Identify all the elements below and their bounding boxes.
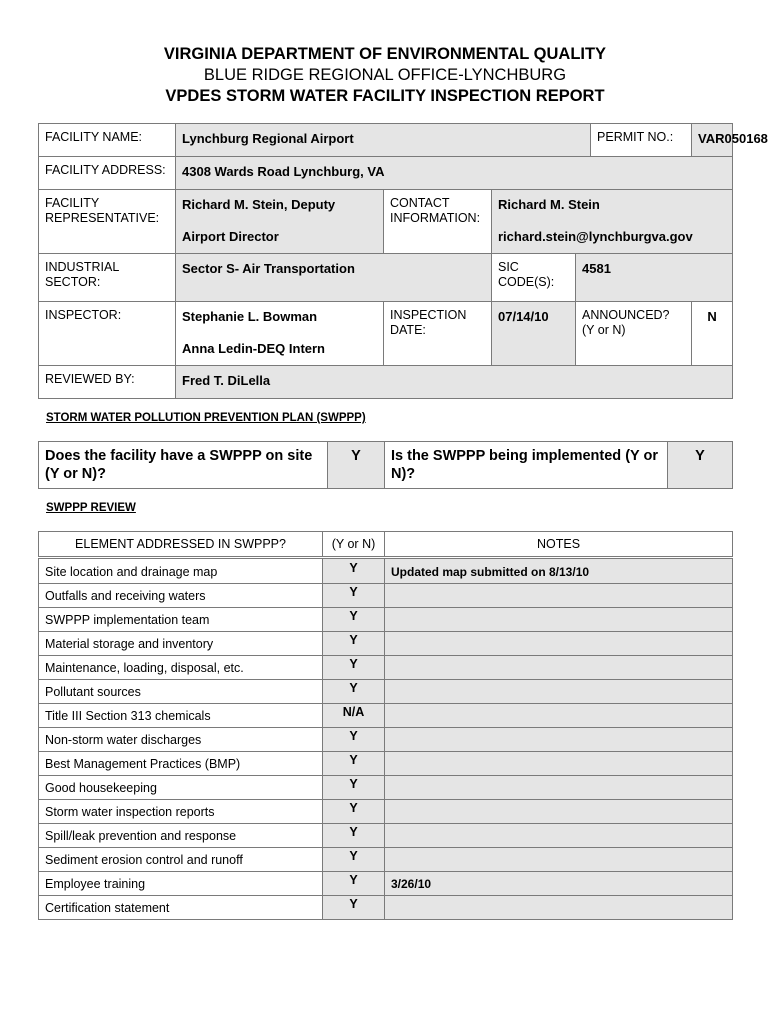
table-row <box>39 558 733 584</box>
table-row <box>39 896 733 920</box>
yn-cell: Y <box>323 680 385 704</box>
table-row <box>39 776 733 800</box>
swppp-implemented-answer: Y <box>668 442 733 489</box>
yn-cell: Y <box>323 848 385 872</box>
yn-cell: Y <box>323 728 385 752</box>
yn-cell: Y <box>323 752 385 776</box>
inspector-label: INSPECTOR: <box>39 302 176 366</box>
office-title: BLUE RIDGE REGIONAL OFFICE-LYNCHBURG <box>203 66 567 84</box>
facility-representative-label: FACILITY REPRESENTATIVE: <box>39 190 176 254</box>
table-row <box>39 608 733 632</box>
reviewed-by-label: REVIEWED BY: <box>39 366 176 399</box>
notes-cell <box>385 776 733 800</box>
swppp-section-title: STORM WATER POLLUTION PREVENTION PLAN (SWPPP) <box>46 412 366 424</box>
notes-cell: 3/26/10 <box>385 872 733 896</box>
element-cell: Storm water inspection reports <box>39 800 323 824</box>
inspection-date-label: INSPECTION DATE: <box>384 302 492 366</box>
inspection-date-value: 07/14/10 <box>492 302 576 366</box>
column-header-yn: (Y or N) <box>323 532 385 558</box>
element-cell: Good housekeeping <box>39 776 323 800</box>
yn-cell: Y <box>323 632 385 656</box>
element-cell: Outfalls and receiving waters <box>39 584 323 608</box>
notes-cell <box>385 584 733 608</box>
element-cell: Best Management Practices (BMP) <box>39 752 323 776</box>
swppp-implemented-question: Is the SWPPP being implemented (Y or N)? <box>385 442 668 489</box>
swppp-on-site-answer: Y <box>328 442 385 489</box>
element-cell: Title III Section 313 chemicals <box>39 704 323 728</box>
table-row <box>39 824 733 848</box>
column-header-element: ELEMENT ADDRESSED IN SWPPP? <box>39 532 323 558</box>
facility-representative-value <box>176 190 384 254</box>
announced-label: ANNOUNCED? (Y or N) <box>576 302 692 366</box>
yn-cell: Y <box>323 824 385 848</box>
facility-address-value: 4308 Wards Road Lynchburg, VA <box>176 157 733 190</box>
notes-cell <box>385 632 733 656</box>
swppp-review-table <box>38 531 733 920</box>
yn-cell: Y <box>323 800 385 824</box>
representative-name: Richard M. Stein, Deputy <box>182 197 336 212</box>
notes-cell <box>385 896 733 920</box>
permit-label: PERMIT NO.: <box>591 124 692 157</box>
table-row <box>39 704 733 728</box>
representative-title: Airport Director <box>182 229 279 244</box>
table-row <box>39 872 733 896</box>
notes-cell <box>385 680 733 704</box>
inspector-intern: Anna Ledin-DEQ Intern <box>182 341 325 356</box>
notes-cell <box>385 728 733 752</box>
table-row <box>39 680 733 704</box>
contact-information-label: CONTACT INFORMATION: <box>384 190 492 254</box>
element-cell: Material storage and inventory <box>39 632 323 656</box>
notes-cell <box>385 824 733 848</box>
notes-cell <box>385 848 733 872</box>
notes-cell <box>385 752 733 776</box>
table-row <box>39 632 733 656</box>
element-cell: Certification statement <box>39 896 323 920</box>
contact-email: richard.stein@lynchburgva.gov <box>498 229 693 244</box>
inspector-value <box>176 302 384 366</box>
yn-cell: N/A <box>323 704 385 728</box>
table-row <box>39 752 733 776</box>
review-rows <box>39 558 733 920</box>
element-cell: Pollutant sources <box>39 680 323 704</box>
yn-cell: Y <box>323 558 385 584</box>
notes-cell <box>385 608 733 632</box>
yn-cell: Y <box>323 584 385 608</box>
facility-name-label: FACILITY NAME: <box>39 124 176 157</box>
swppp-on-site-question: Does the facility have a SWPPP on site (Y or N)? <box>39 442 328 489</box>
notes-cell <box>385 656 733 680</box>
sic-code-label: SIC CODE(S): <box>492 254 576 302</box>
reviewed-by-value: Fred T. DiLella <box>176 366 733 399</box>
industrial-sector-label: INDUSTRIAL SECTOR: <box>39 254 176 302</box>
facility-name-value: Lynchburg Regional Airport <box>176 124 591 157</box>
table-row <box>39 848 733 872</box>
report-title: VPDES STORM WATER FACILITY INSPECTION REPORT <box>165 87 605 105</box>
table-row <box>39 584 733 608</box>
yn-cell: Y <box>323 872 385 896</box>
swppp-questions-table <box>38 441 733 489</box>
inspector-name: Stephanie L. Bowman <box>182 309 318 324</box>
element-cell: Employee training <box>39 872 323 896</box>
element-cell: Sediment erosion control and runoff <box>39 848 323 872</box>
yn-cell: Y <box>323 896 385 920</box>
column-header-notes: NOTES <box>385 532 733 558</box>
element-cell: Site location and drainage map <box>39 558 323 584</box>
element-cell: Non-storm water discharges <box>39 728 323 752</box>
permit-value: VAR050168 <box>692 124 733 157</box>
notes-cell <box>385 800 733 824</box>
table-row <box>39 656 733 680</box>
element-cell: Maintenance, loading, disposal, etc. <box>39 656 323 680</box>
swppp-review-title: SWPPP REVIEW <box>46 502 136 514</box>
notes-cell <box>385 704 733 728</box>
element-cell: SWPPP implementation team <box>39 608 323 632</box>
element-cell: Spill/leak prevention and response <box>39 824 323 848</box>
yn-cell: Y <box>323 776 385 800</box>
contact-information-value <box>492 190 733 254</box>
announced-value: N <box>692 302 733 366</box>
agency-title: VIRGINIA DEPARTMENT OF ENVIRONMENTAL QUALITY <box>163 45 607 63</box>
industrial-sector-value: Sector S- Air Transportation <box>176 254 492 302</box>
report-header <box>0 44 770 107</box>
yn-cell: Y <box>323 656 385 680</box>
contact-name: Richard M. Stein <box>498 197 600 212</box>
table-row <box>39 800 733 824</box>
notes-cell: Updated map submitted on 8/13/10 <box>385 558 733 584</box>
facility-info-table <box>38 123 768 399</box>
sic-code-value: 4581 <box>576 254 733 302</box>
table-row <box>39 728 733 752</box>
yn-cell: Y <box>323 608 385 632</box>
facility-address-label: FACILITY ADDRESS: <box>39 157 176 190</box>
